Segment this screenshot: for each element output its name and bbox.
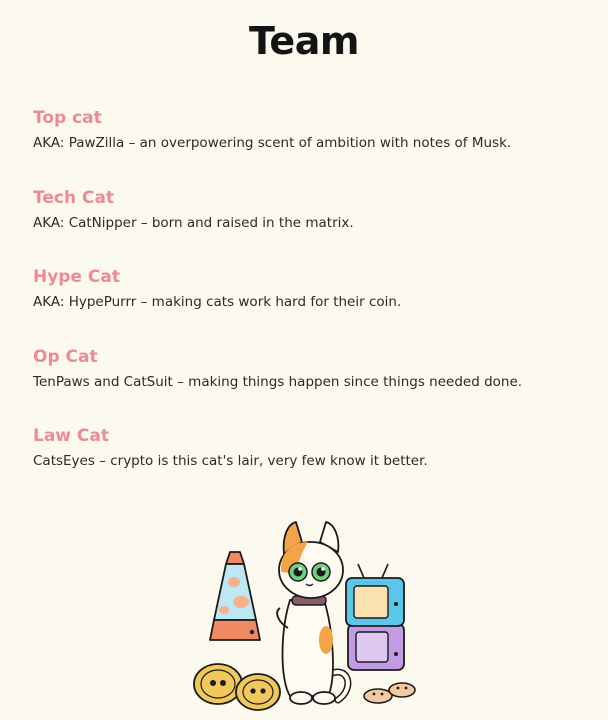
team-member-description: AKA: PawZilla – an overpowering scent of ambition with notes of Musk. xyxy=(33,135,512,151)
team-member-description: AKA: HypePurrr – making cats work hard for their coin. xyxy=(33,294,402,310)
team-member-tech-cat xyxy=(33,186,593,266)
team-member-op-cat xyxy=(33,345,593,425)
team-member-description: TenPaws and CatSuit – making things happen since things needed done. xyxy=(33,373,523,390)
team-member-name: Law Cat xyxy=(33,426,110,446)
team-member-name: Top cat xyxy=(33,108,102,128)
team-member-description: AKA: CatNipper – born and raised in the matrix. xyxy=(33,214,354,231)
cat-icon xyxy=(277,522,348,704)
coins-icon xyxy=(194,664,280,710)
lava-lamp-icon xyxy=(210,552,260,640)
team-member-law-cat xyxy=(33,424,593,504)
team-member-hype-cat xyxy=(33,265,593,345)
team-member-name: Tech Cat xyxy=(33,187,115,208)
team-member-name: Op Cat xyxy=(33,346,98,367)
team-list xyxy=(33,106,593,504)
team-member-name: Hype Cat xyxy=(33,267,121,287)
tv-stack-icon xyxy=(346,564,404,670)
cat-mascot-illustration xyxy=(188,512,420,717)
team-member-top-cat xyxy=(33,106,593,186)
team-member-description: CatsEyes – crypto is this cat's lair, very few know it better. xyxy=(33,453,428,469)
slippers-icon xyxy=(364,683,415,703)
page-title: Team xyxy=(249,19,359,63)
